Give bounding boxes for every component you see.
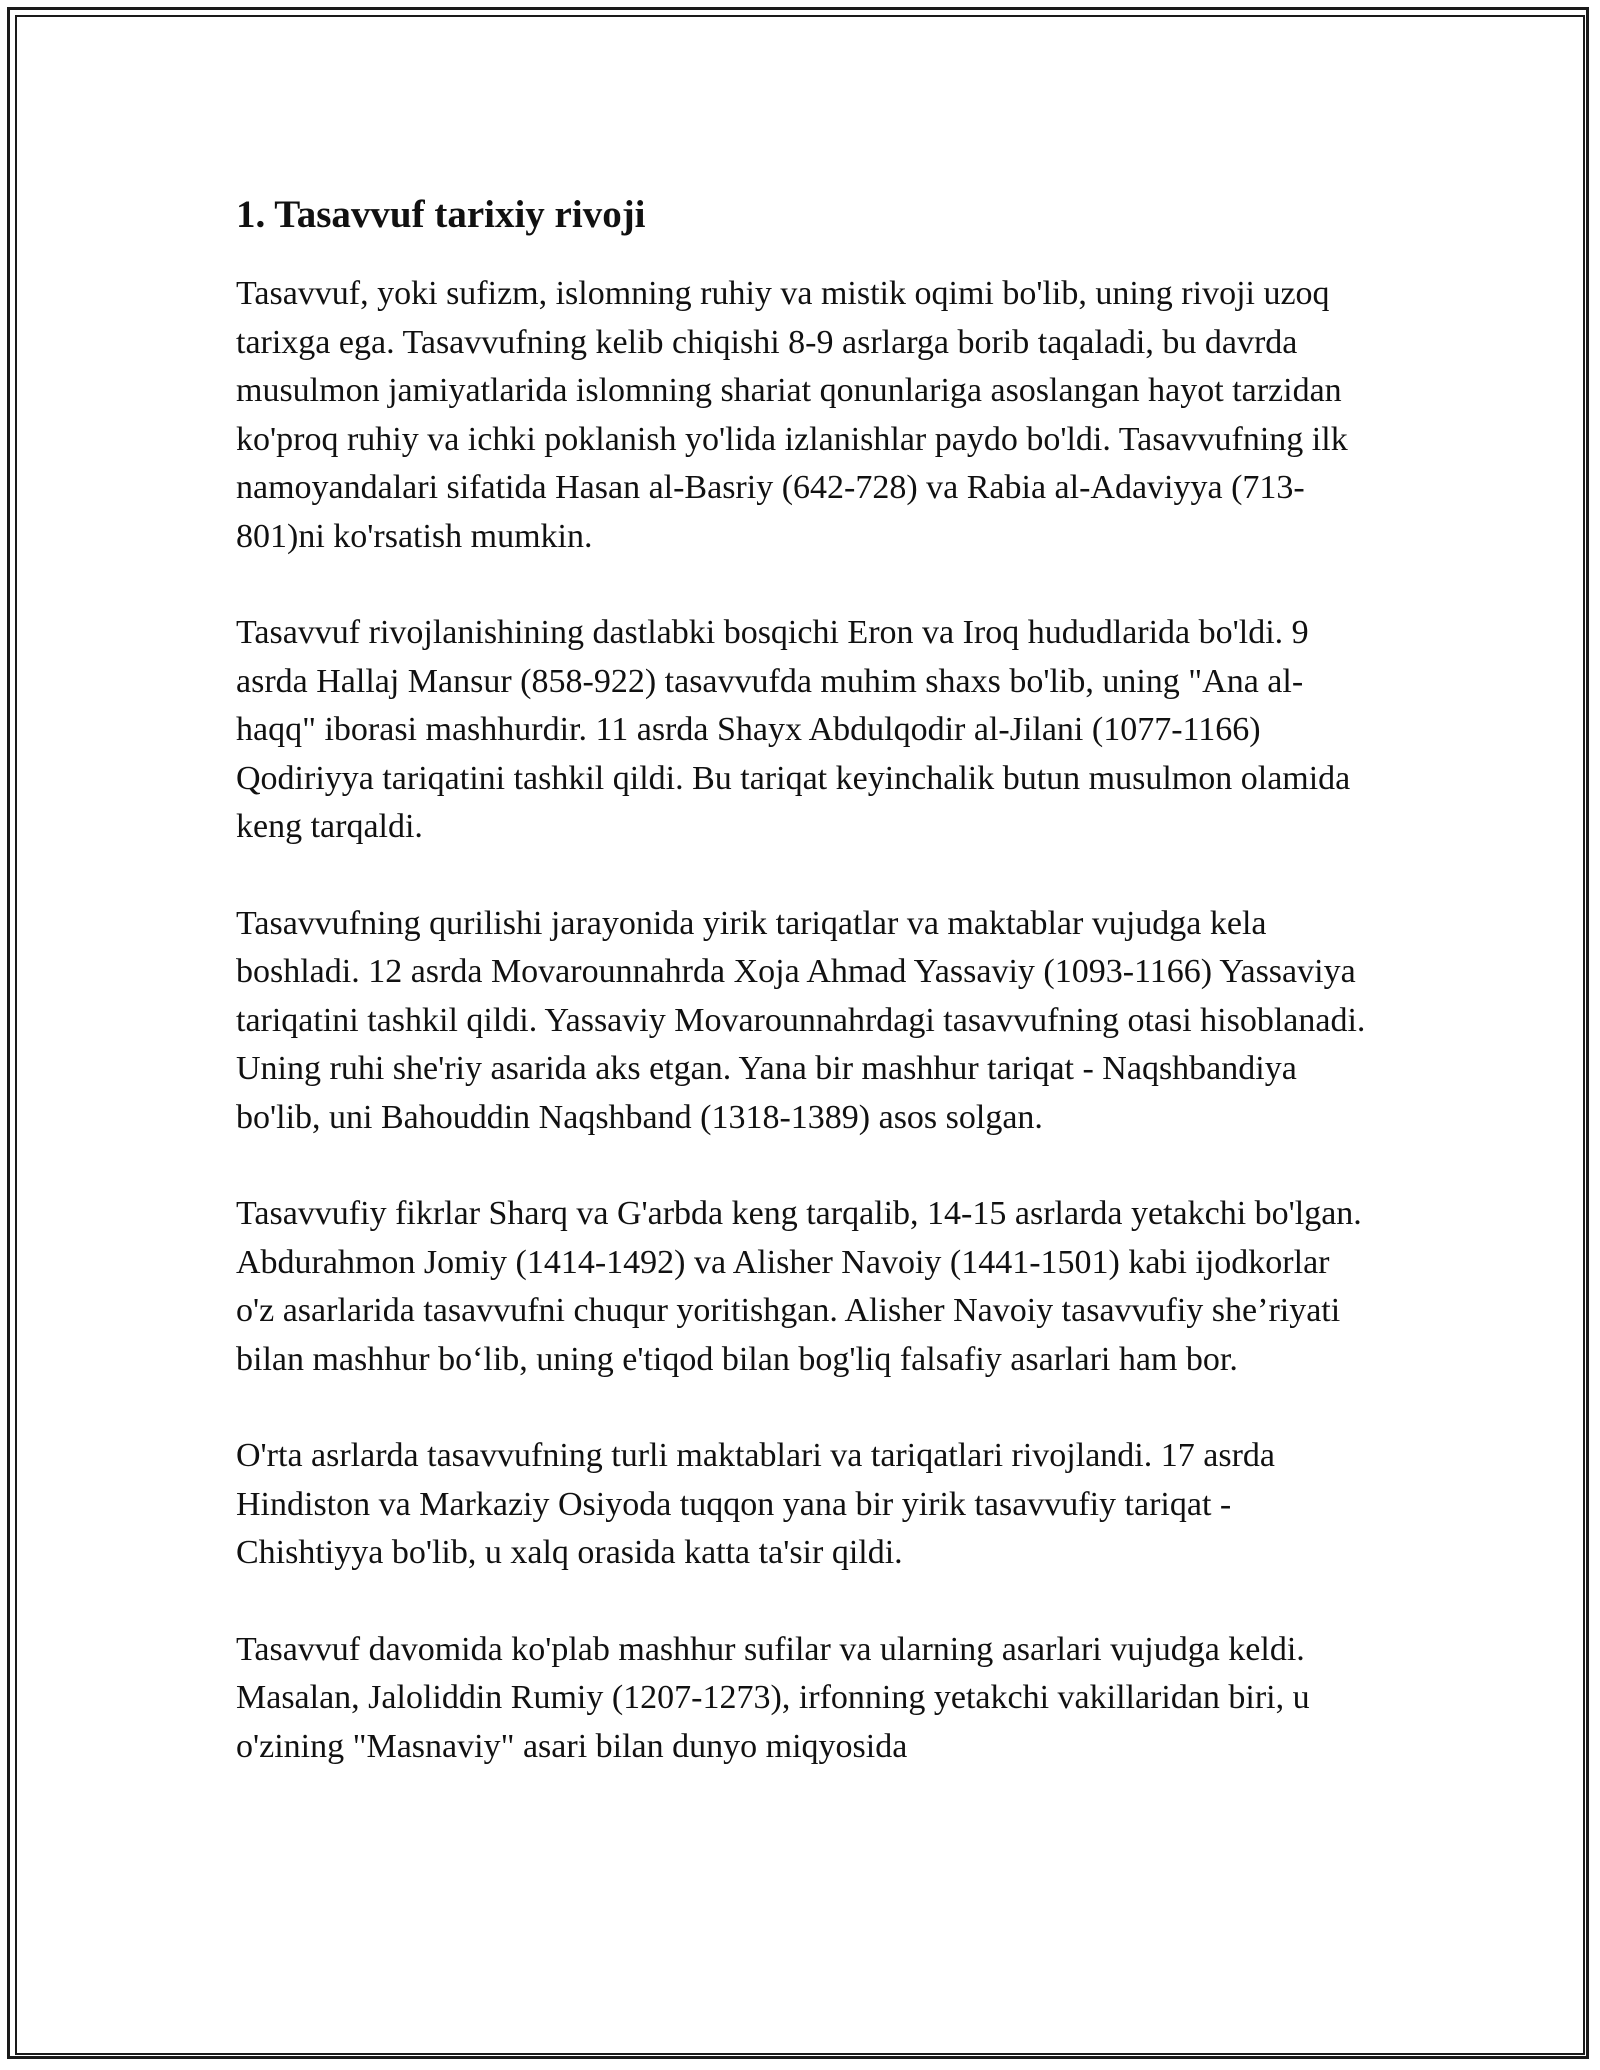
paragraph-2: Tasavvuf rivojlanishining dastlabki bosqichi Eron va Iroq hududlarida bo'ldi. 9 asrda Hallaj Mansur (858-922) tasavvufda muhim shaxs bo'lib, uning "Ana al-haqq" iborasi mashhurdir. 11 asrda Shayx Abdulqodir al-Jilani (1077-1166) Qodiriyya tariqatini tashkil qildi. Bu tariqat keyinchalik butun musulmon olamida keng tarqaldi. [236, 614, 1351, 845]
paragraph-5: O'rta asrlarda tasavvufning turli maktablari va tariqatlari rivojlandi. 17 asrda Hindiston va Markaziy Osiyoda tuqqon yana bir yirik tasavvufiy tariqat - Chishtiyya bo'lib, u xalq orasida katta ta'sir qildi. [236, 1437, 1275, 1571]
paragraph-4: Tasavvufiy fikrlar Sharq va G'arbda keng tarqalib, 14-15 asrlarda yetakchi bo'lgan. Abdurahmon Jomiy (1414-1492) va Alisher Navoiy (1441-1501) kabi ijodkorlar o'z asarlarida tasavvufni chuqur yoritishgan. Alisher Navoiy tasavvufiy she’riyati bilan mashhur bo‘lib, uning e'tiqod bilan bog'liq falsafiy asarlari ham bor. [236, 1195, 1362, 1378]
paragraph-1: Tasavvuf, yoki sufizm, islomning ruhiy va mistik oqimi bo'lib, uning rivoji uzoq tarixga ega. Tasavvufning kelib chiqishi 8-9 asrlarga borib taqaladi, bu davrda musulmon jamiyatlarida islomning shariat qonunlariga asoslangan hayot tarzidan ko'proq ruhiy va ichki poklanish yo'lida izlanishlar paydo bo'ldi. Tasavvufning ilk namoyandalari sifatida Hasan al-Basriy (642-728) va Rabia al-Adaviyya (713-801)ni ko'rsatish mumkin. [236, 275, 1348, 555]
document-body [236, 186, 1366, 1819]
paragraph-6: Tasavvuf davomida ko'plab mashhur sufilar va ularning asarlari vujudga keldi. Masalan, Jaloliddin Rumiy (1207-1273), irfonning yetakchi vakillaridan biri, u o'zining "Masnaviy" asari bilan dunyo miqyosida [236, 1630, 1310, 1765]
section-title: 1. Tasavvuf tarixiy rivoji [236, 193, 646, 236]
paragraph-3: Tasavvufning qurilishi jarayonida yirik tariqatlar va maktablar vujudga kela boshladi. 12 asrda Movarounnahrda Xoja Ahmad Yassaviy (1093-1166) Yassaviya tariqatini tashkil qildi. Yassaviy Movarounnahrdagi tasavvufning otasi hisoblanadi. Uning ruhi she'riy asarida aks etgan. Yana bir mashhur tariqat - Naqshbandiya bo'lib, uni Bahouddin Naqshband (1318-1389) asos solgan. [236, 904, 1366, 1136]
